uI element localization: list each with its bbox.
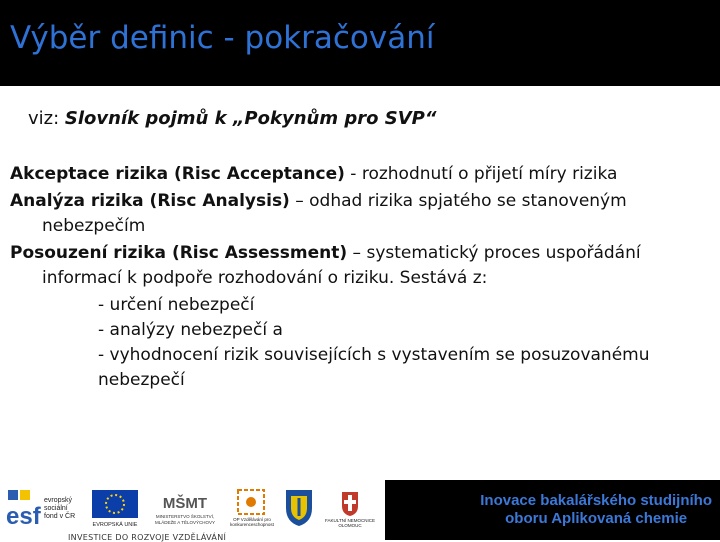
source-document: Slovník pojmů k „Pokynům pro SVP“ xyxy=(64,108,437,129)
svg-text:MŠMT: MŠMT xyxy=(162,495,208,512)
definition-term: Posouzení rizika (Risc Assessment) xyxy=(10,243,348,263)
eu-flag-logo xyxy=(90,488,140,528)
definition-text: – odhad rizika spjatého se stanoveným nebezpečím xyxy=(42,191,627,236)
svg-text:MLÁDEŽE A TĚLOVÝCHOVY: MLÁDEŽE A TĚLOVÝCHOVY xyxy=(155,520,215,525)
assessment-steps xyxy=(10,293,710,393)
esf-logo xyxy=(4,488,84,528)
source-prefix: viz: xyxy=(28,108,65,129)
svg-text:MINISTERSTVO ŠKOLSTVÍ,: MINISTERSTVO ŠKOLSTVÍ, xyxy=(155,514,215,519)
svg-text:sociální: sociální xyxy=(44,505,68,512)
project-line-1: Inovace bakalářského studijního xyxy=(480,492,712,509)
definition-text: – systematický proces uspořádání informací k podpoře rozhodování o riziku. Sestává z: xyxy=(42,243,641,288)
svg-text:evropský: evropský xyxy=(44,497,73,504)
svg-text:EVROPSKÁ UNIE: EVROPSKÁ UNIE xyxy=(92,522,138,528)
investment-caption: INVESTICE DO ROZVOJE VZDĚLÁVÁNÍ xyxy=(68,533,227,542)
source-reference xyxy=(28,108,436,129)
slide-title: Výběr definic - pokračování xyxy=(10,20,435,56)
svg-text:FAKULTNÍ NEMOCNICE: FAKULTNÍ NEMOCNICE xyxy=(325,518,375,523)
definition-risk-analysis xyxy=(10,189,710,239)
assessment-step: - analýzy nebezpečí a xyxy=(98,320,283,340)
definition-risk-assessment xyxy=(10,241,710,291)
op-vk-logo xyxy=(226,488,278,528)
definition-term: Analýza rizika (Risc Analysis) xyxy=(10,191,290,211)
project-line-2: oboru Aplikovaná chemie xyxy=(505,510,688,527)
definition-text: - rozhodnutí o přijetí míry rizika xyxy=(344,164,618,184)
definitions-list xyxy=(10,162,710,393)
definition-risk-acceptance xyxy=(10,162,710,187)
svg-text:fond v ČR: fond v ČR xyxy=(44,513,76,520)
svg-text:OP Vzdělávání pro: OP Vzdělávání pro xyxy=(233,517,271,522)
definition-term: Akceptace rizika (Risc Acceptance) xyxy=(10,164,345,184)
svg-text:konkurenceschopnost: konkurenceschopnost xyxy=(230,522,274,527)
hospital-logo xyxy=(322,488,378,528)
university-shield-logo xyxy=(282,488,316,528)
partner-logos xyxy=(0,482,385,540)
svg-text:OLOMOUC: OLOMOUC xyxy=(338,523,362,528)
footer xyxy=(0,480,720,540)
msmt-logo xyxy=(150,488,220,528)
svg-text:esf: esf xyxy=(6,503,41,528)
assessment-step: - určení nebezpečí xyxy=(98,295,255,315)
assessment-step: - vyhodnocení rizik souvisejících s vystavením se posuzovanému nebezpečí xyxy=(98,345,650,390)
title-bar xyxy=(0,0,720,86)
project-band xyxy=(385,480,720,540)
project-name xyxy=(480,492,712,528)
